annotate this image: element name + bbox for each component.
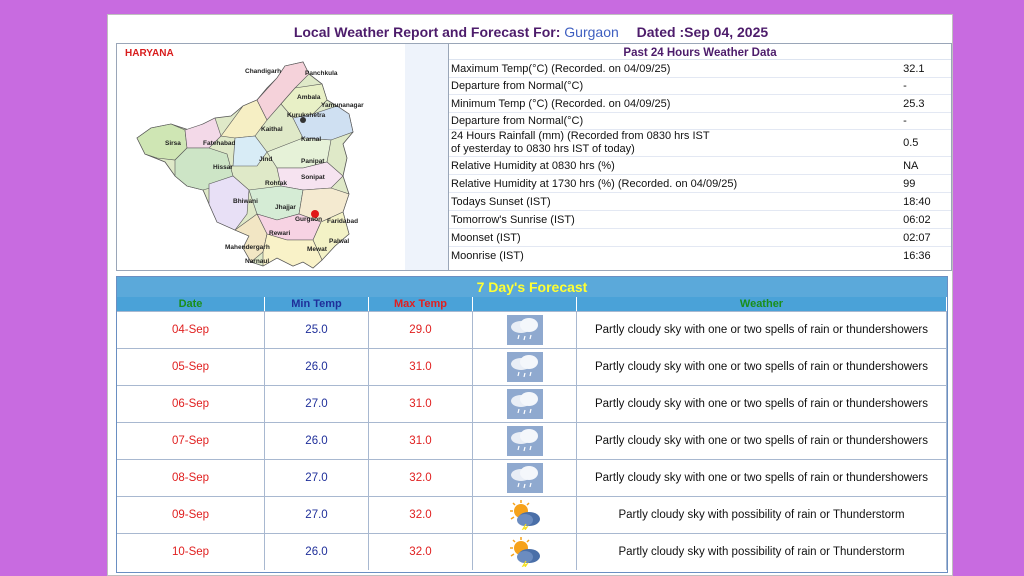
row-value: 06:02 (903, 214, 931, 226)
forecast-max-temp: 31.0 (369, 349, 473, 385)
map-label: Gurgaon (295, 216, 323, 223)
row-value: 32.1 (903, 63, 925, 75)
table-row (117, 385, 947, 422)
forecast-min-temp: 26.0 (265, 534, 369, 570)
forecast-weather: Partly cloudy sky with possibility of rain or Thunderstorm (577, 497, 947, 533)
forecast-weather: Partly cloudy sky with one or two spells of rain or thundershowers (577, 386, 947, 422)
cloud-rain-icon (473, 312, 577, 348)
forecast-date: 07-Sep (117, 423, 265, 459)
map-label: Hissar (213, 164, 233, 171)
forecast-max-temp: 32.0 (369, 534, 473, 570)
forecast-max-temp: 32.0 (369, 460, 473, 496)
map-label: Mewat (307, 246, 327, 253)
forecast-rows (117, 311, 947, 570)
table-row (449, 60, 951, 78)
row-label: Departure from Normal(°C) (451, 80, 584, 92)
row-value: - (903, 115, 907, 127)
row-label: Maximum Temp(°C) (Recorded. on 04/09/25) (451, 63, 671, 75)
forecast-min-temp: 25.0 (265, 312, 369, 348)
table-row (117, 422, 947, 459)
forecast-max-temp: 31.0 (369, 423, 473, 459)
map-label: Narnaul (245, 258, 270, 265)
table-row (117, 533, 947, 570)
map-label: Jhajjar (275, 204, 296, 211)
forecast-weather: Partly cloudy sky with one or two spells of rain or thundershowers (577, 312, 947, 348)
table-row (449, 157, 951, 175)
forecast-date: 06-Sep (117, 386, 265, 422)
header-max-temp: Max Temp (369, 297, 473, 311)
table-row (449, 130, 951, 157)
page-title (108, 15, 953, 45)
row-value: - (903, 80, 907, 92)
map-label: Panipat (301, 158, 325, 165)
forecast-date: 04-Sep (117, 312, 265, 348)
row-label: Tomorrow's Sunrise (IST) (451, 214, 575, 226)
sun-cloud-storm-icon (473, 497, 577, 533)
forecast-min-temp: 27.0 (265, 460, 369, 496)
header-icon-blank (473, 297, 577, 311)
table-row (117, 459, 947, 496)
map-label: Rewari (269, 230, 291, 237)
table-row (449, 229, 951, 247)
map-label: Kaithal (261, 126, 283, 133)
forecast-date: 08-Sep (117, 460, 265, 496)
past24-title: Past 24 Hours Weather Data (449, 44, 951, 60)
forecast-weather: Partly cloudy sky with possibility of rain or Thunderstorm (577, 534, 947, 570)
map-label: Ambala (297, 94, 321, 101)
weather-report-panel (107, 14, 953, 576)
table-row (449, 211, 951, 229)
title-prefix: Local Weather Report and Forecast For: (293, 24, 561, 40)
table-row (117, 311, 947, 348)
row-label (449, 130, 903, 156)
row-label: Departure from Normal(°C) (451, 115, 584, 127)
map-state-title: HARYANA (125, 48, 174, 59)
district-map (116, 43, 449, 271)
map-label: Chandigarh (245, 68, 282, 75)
row-value: 0.5 (903, 137, 919, 149)
row-value: 99 (903, 178, 916, 190)
map-label: Mahendergarh (225, 244, 270, 251)
forecast-date: 09-Sep (117, 497, 265, 533)
past-24-hours-table (449, 43, 952, 271)
map-side-strip (405, 44, 449, 271)
cloud-rain-icon (473, 349, 577, 385)
map-label: Fatehabad (203, 140, 236, 147)
row-label: Moonset (IST) (451, 232, 521, 244)
forecast-min-temp: 27.0 (265, 497, 369, 533)
table-row (449, 113, 951, 130)
table-row (449, 78, 951, 95)
row-value: 25.3 (903, 98, 925, 110)
header-min-temp: Min Temp (265, 297, 369, 311)
row-label-line: of yesterday to 0830 hrs IST of today) (451, 143, 635, 155)
map-label: Faridabad (327, 218, 359, 225)
city-name[interactable]: Gurgaon (564, 24, 619, 40)
map-label: Rohtak (265, 180, 288, 187)
row-value: 02:07 (903, 232, 931, 244)
forecast-weather: Partly cloudy sky with one or two spells of rain or thundershowers (577, 460, 947, 496)
forecast-header-row (117, 297, 947, 311)
forecast-max-temp: 31.0 (369, 386, 473, 422)
forecast-max-temp: 29.0 (369, 312, 473, 348)
row-value: NA (903, 160, 919, 172)
forecast-date: 05-Sep (117, 349, 265, 385)
map-label: Kurukshetra (287, 112, 326, 119)
row-label: Minimum Temp (°C) (Recorded. on 04/09/25) (451, 98, 671, 110)
map-label: Palwal (329, 238, 350, 245)
forecast-min-temp: 26.0 (265, 349, 369, 385)
forecast-weather: Partly cloudy sky with one or two spells of rain or thundershowers (577, 423, 947, 459)
forecast-max-temp: 32.0 (369, 497, 473, 533)
seven-day-forecast-table (116, 276, 948, 573)
table-row (449, 175, 951, 193)
table-row (449, 193, 951, 211)
map-label: Yamunanagar (321, 102, 364, 109)
row-value: 18:40 (903, 196, 931, 208)
cloud-rain-icon (473, 423, 577, 459)
header-weather: Weather (577, 297, 947, 311)
map-label: Karnal (301, 136, 322, 143)
map-label: Bhiwani (233, 198, 258, 205)
row-value: 16:36 (903, 250, 931, 262)
row-label: Relative Humidity at 0830 hrs (%) (451, 160, 615, 172)
row-label: Relative Humidity at 1730 hrs (%) (Recorded. on 04/09/25) (451, 178, 738, 190)
row-label: Moonrise (IST) (451, 250, 524, 262)
table-row (449, 95, 951, 113)
forecast-weather: Partly cloudy sky with one or two spells of rain or thundershowers (577, 349, 947, 385)
sun-cloud-storm-icon (473, 534, 577, 570)
forecast-min-temp: 27.0 (265, 386, 369, 422)
forecast-min-temp: 26.0 (265, 423, 369, 459)
cloud-rain-icon (473, 460, 577, 496)
forecast-date: 10-Sep (117, 534, 265, 570)
header-date: Date (117, 297, 265, 311)
table-row (449, 247, 951, 265)
table-row (117, 348, 947, 385)
map-label: Sirsa (165, 140, 181, 147)
table-row (117, 496, 947, 533)
dated-label: Dated :Sep 04, 2025 (636, 24, 769, 40)
map-label: Sonipat (301, 174, 325, 181)
map-label: Panchkula (305, 70, 338, 77)
cloud-rain-icon (473, 386, 577, 422)
row-label: Todays Sunset (IST) (451, 196, 551, 208)
row-label-line: 24 Hours Rainfall (mm) (Recorded from 0830 hrs IST (451, 130, 710, 142)
forecast-title: 7 Day's Forecast (117, 277, 947, 297)
map-label: Jind (259, 156, 273, 163)
